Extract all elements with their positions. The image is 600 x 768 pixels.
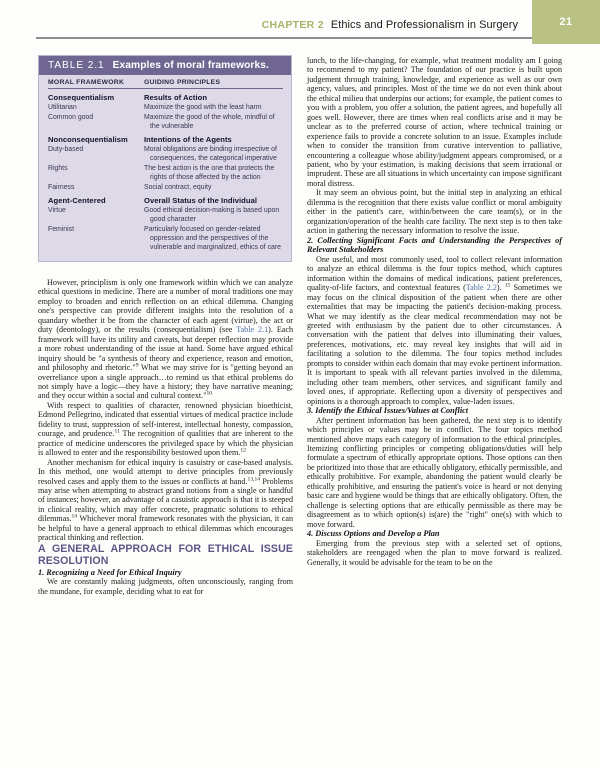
table-cell-framework: Virtue [48, 206, 66, 214]
paragraph-text: One useful, and most commonly used, tool to collect relevant information to analyze an ethical dilemma is the four topics method, which captures information within the domains of medical indications, patient preferences, quality-of-life factors, and contextual features ( [307, 254, 562, 293]
table-cell-principle: Maximize the good with the least harm [144, 103, 262, 111]
table-cell-principle: The best action is the one that protects the rights of those affected by the action [144, 164, 275, 181]
right-text-column [307, 56, 562, 567]
table-cell-principle: Moral obligations are binding irrespective of consequences, the categorical imperative [144, 145, 277, 162]
chapter-label: CHAPTER 2 [261, 19, 324, 31]
table-cell-principle: Social contract, equity [144, 183, 212, 191]
paragraph-text: The recognition of qualities that are inherent to the practice of medicine underscores the privileged space by which the physician is allowed to enter and the responsibility bestowed upon them. [38, 429, 293, 458]
reference-marker[interactable]: 10 [206, 390, 213, 397]
step-heading-1: 1. Recognizing a Need for Ethical Inquiry [38, 567, 182, 577]
paragraph [307, 255, 562, 406]
table-2-1 [38, 55, 292, 262]
table-column-header-principles: GUIDING PRINCIPLES [144, 79, 221, 86]
reference-marker[interactable]: 11 [114, 428, 120, 435]
header-rule [36, 37, 600, 39]
reference-marker[interactable]: 12 [240, 447, 246, 454]
table-number: TABLE 2.1 [48, 60, 105, 71]
table-cell-principle: Results of Action [144, 92, 208, 102]
step-heading-4: 4. Discuss Options and Develop a Plan [307, 529, 440, 539]
table-group-heading [48, 93, 283, 102]
table-cell-framework: Fairness [48, 183, 75, 191]
paragraph-text: With respect to qualities of character, renowned physician bioethicist, Edmond Pellegrino, indicated that essential virtues of medical practice include fidelity to trust, suppression of self-interest, intellectual honesty, compassion, courage, and prudence. [38, 400, 293, 439]
table-title-bar [39, 56, 291, 75]
paragraph [38, 401, 293, 458]
reference-marker[interactable]: 14 [71, 513, 78, 520]
paragraph-text: ). Each framework will have its utility and caveats, but deeper reflection may provide a more robust understanding of the issue at hand. Some have argued ethical inquiry should be "a synthesis of theory and experience, reason and emotion, and philosophy and rhetoric." [38, 325, 294, 373]
table-cell-principle: Overall Status of the Individual [144, 195, 257, 205]
table-xref-link[interactable]: Table 2.2 [465, 283, 497, 293]
paragraph: Emerging from the previous step with a selected set of options, stakeholders are reengaged when the plan to move forward is realized. Generally, it would be advisable for the team to be on the [307, 538, 562, 567]
reference-marker[interactable]: 13,14 [247, 475, 261, 482]
table-row [48, 113, 283, 131]
table-cell-principle: Good ethical decision-making is based upon good character [144, 206, 280, 223]
running-header [0, 0, 600, 40]
reference-marker[interactable]: 15 [504, 282, 511, 289]
table-cell-principle: Maximize the good of the whole, mindful of the vulnerable [144, 113, 275, 130]
left-text-column [38, 278, 293, 596]
table-cell-principle: Intentions of the Agents [144, 134, 232, 144]
paragraph-text: Whichever moral framework resonates with the physician, it can be helpful to have a general approach to ethical dilemmas which encourages practical thinking and reflection. [38, 514, 293, 543]
paragraph-text: Problems may arise when attempting to abstract grand notions from a single or handful of instances; however, an advantage of a casuistic approach is that it is steeped in clinical reality, which may offer concrete, pragmatic solutions to ethical dilemmas. [38, 476, 293, 524]
paragraph [38, 278, 293, 401]
step-heading-2: 2. Collecting Significant Facts and Understanding the Perspectives of Relevant Stakeholders [307, 235, 562, 255]
paragraph-text: Another mechanism for ethical inquiry is casuistry or case-based analysis. In this method, one would attempt to derive principles from previously resolved cases and apply them to the issues or conflicts at hand. [38, 457, 293, 486]
section-heading: A GENERAL APPROACH FOR ETHICAL ISSUE RESOLUTION [38, 542, 293, 568]
table-cell-principle: Particularly focused on gender-related oppression and the perspectives of the vulnerable and marginalized, ethics of care [144, 225, 281, 251]
paragraph: It may seem an obvious point, but the initial step in analyzing an ethical dilemma is the recognition that there exists value conflict or moral ambiguity either in the patient's care, within/between the care team(s), or in the organization/operation of the health care facility. The next step is to then take action in gathering the necessary information to resolve the issue. [307, 188, 562, 236]
header-text-group [262, 19, 518, 37]
table-group-heading [48, 135, 283, 144]
paragraph: After pertinent information has been gathered, the next step is to identify which principles or values may be in conflict. The four topics method mentioned above maps each category of information to the ethical principles. Itemizing conflicting principles or competing obligations/duties will help formulate a spectrum of ethically appropriate options. Those options can then be prioritized into those that are ethically obligatory, ethically permissible, and ethically prohibitive. For example, abandoning the patient would clearly be ethically prohibitive, and ensuring the patient's voice is heard or not denying basic care and hygiene would be things that are ethically obligatory. Often, the challenge is selecting options that are ethically permissible as there may be disagreement as to which option(s) is(are) the "right" one(s) with which to move forward. [307, 415, 562, 529]
table-row [48, 183, 283, 192]
chapter-title: Ethics and Professionalism in Surgery [330, 19, 518, 31]
table-row [48, 225, 283, 252]
table-row [48, 103, 283, 112]
step-heading-3: 3. Identify the Ethical Issues/Values at Conflict [307, 406, 469, 416]
table-cell-framework: Feminist [48, 225, 75, 233]
table-column-header-framework: MORAL FRAMEWORK [48, 79, 125, 86]
table-cell-framework: Nonconsequentialism [48, 134, 128, 144]
table-row [48, 206, 283, 224]
table-cell-framework: Agent-Centered [48, 195, 106, 205]
reference-marker[interactable]: 9 [135, 362, 139, 369]
page-number-box [532, 0, 600, 44]
paragraph [38, 458, 293, 543]
paragraph: We are constantly making judgments, often unconsciously, ranging from the mundane, for example, deciding what to eat for [38, 577, 293, 596]
table-group-heading [48, 196, 283, 205]
table-cell-framework: Duty-based [48, 145, 84, 153]
table-row [48, 145, 283, 163]
paragraph-text: ). [496, 283, 505, 293]
paragraph: lunch, to the life-changing, for example, what treatment modality am I going to recommend to my patient? The foundation of our practice is built upon judgement through training, knowledge, and experience as well as our own agency, values, and principles. Most of the time we do not even think about the ethical milieu that underpins our actions; for example, the patient comes to you with a problem, you offer a solution, the patient agrees, and hopefully all goes well. However, there are times when real conflicts arise and it may be unclear as to the preferred course of action, where technical training or experience fails to provide a concrete solution to an issue. Examples include when to consider the transition from curative intervention to palliative, encountering a colleague whose ability/judgment appears compromised, or a patient, who by your estimation, is making decisions that seem irrational or imprudent. These are all situations in which uncertainty can impose significant moral distress. [307, 56, 562, 188]
table-caption: Examples of moral frameworks. [112, 60, 269, 71]
page-number: 21 [559, 16, 573, 28]
table-cell-framework: Common good [48, 113, 94, 121]
table-cell-framework: Rights [48, 164, 68, 172]
table-row [48, 164, 283, 182]
table-header-row [48, 79, 283, 89]
paragraph-text: What we may strive for is "getting beyond an overreliance upon a single approach…to remind us that ethical problems do not simply have a logic—they have a history; they have narrative meaning; and they occur within a social and cultural context." [38, 363, 293, 401]
table-xref-link[interactable]: Table 2.1 [236, 325, 269, 335]
table-cell-framework: Consequentialism [48, 92, 115, 102]
paragraph-text: However, principlism is only one framework within which we can analyze ethical questions in medicine. There are a number of moral traditions one may employ to broaden and enrich reflection on an ethical dilemma. Changing one's perspective can provide different insights into the resolution of a quandary whether it be from the character of each agent (virtue), the act or duty (deontology), or the results (consequentialism) (see [38, 278, 293, 335]
table-body [39, 75, 291, 261]
paragraph-text: Sometimes we may focus on the clinical disposition of the patient when there are other externalities that may be impacting the patient's decision-making process. What we may identify as the clear medical recommendation may not be greeted with enthusiasm by the patient due to other circumstances. A conversation with the patient that delves into illuminating their values, preferences, motivations, etc. may reveal key insights that will aid in facilitating a solution to the dilemma. The four topics method includes prompts to consider within each domain that may evoke pertinent information. It is important to speak with all relevant parties involved in the dilemma, including other team members, other services, and significant family and loved ones, if appropriate. Reflecting upon a diversity of perspectives and opinions is a thorough approach to complex, value-laden issues. [307, 283, 563, 406]
table-cell-framework: Utilitarian [48, 103, 77, 111]
